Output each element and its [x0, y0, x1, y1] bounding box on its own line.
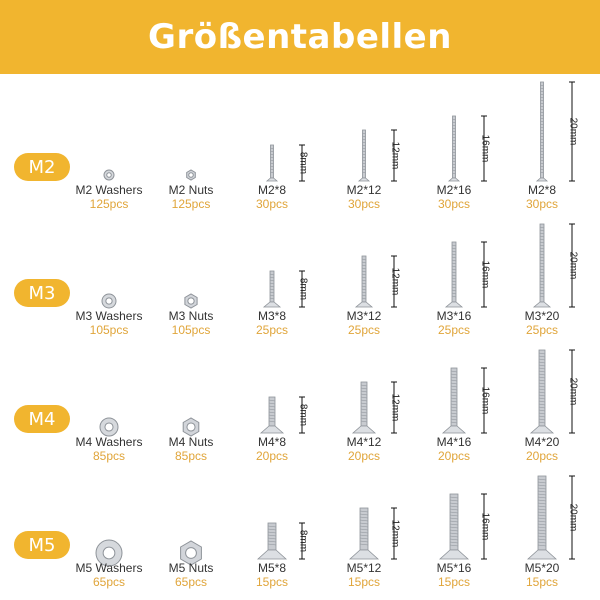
screw-count: 25pcs [255, 323, 289, 337]
dimension-label: 20mm [567, 117, 579, 146]
screw-label: M5*16 [436, 561, 472, 575]
countersunk-screw-icon [334, 128, 404, 184]
nut-label: M3 Nuts [168, 309, 214, 323]
dimension-label: 12mm [389, 393, 401, 422]
size-badge: M4 [14, 405, 70, 433]
nut-label: M4 Nuts [168, 435, 214, 449]
screw-count: 15pcs [347, 575, 381, 589]
screw-label: M2*8 [257, 183, 286, 197]
dimension-label: 16mm [479, 386, 491, 415]
countersunk-screw-icon [242, 395, 312, 436]
size-badge: M5 [14, 531, 70, 559]
countersunk-screw-icon [242, 521, 312, 562]
washer-icon [100, 292, 118, 310]
countersunk-screw-icon [424, 492, 494, 562]
screw-count: 25pcs [347, 323, 381, 337]
screw-count: 15pcs [255, 575, 289, 589]
dimension-label: 16mm [479, 512, 491, 541]
page-title: Größentabellen [148, 17, 452, 57]
screw-count: 25pcs [525, 323, 559, 337]
countersunk-screw-icon [512, 348, 582, 436]
screw-count: 15pcs [437, 575, 471, 589]
screw-label: M4*8 [257, 435, 286, 449]
washer-count: 125pcs [89, 197, 129, 211]
hex-nut-icon [182, 292, 200, 310]
screw-label: M3*20 [524, 309, 560, 323]
screw-label: M3*12 [346, 309, 382, 323]
nut-count: 65pcs [174, 575, 208, 589]
washer-label: M3 Washers [75, 309, 143, 323]
screw-label: M5*8 [257, 561, 286, 575]
screw-caption [487, 435, 597, 463]
screw-label: M5*20 [524, 561, 560, 575]
screw-caption [487, 309, 597, 337]
screw-count: 20pcs [525, 449, 559, 463]
screw-count: 20pcs [347, 449, 381, 463]
hex-nut-icon [184, 168, 198, 182]
washer-label: M5 Washers [75, 561, 143, 575]
countersunk-screw-icon [424, 366, 494, 436]
nut-count: 125pcs [171, 197, 211, 211]
countersunk-screw-icon [334, 254, 404, 310]
screw-count: 25pcs [437, 323, 471, 337]
screw-label: M4*16 [436, 435, 472, 449]
size-badge: M3 [14, 279, 70, 307]
dimension-label: 8mm [297, 529, 309, 553]
countersunk-screw-icon [424, 240, 494, 310]
screw-count: 30pcs [255, 197, 289, 211]
countersunk-screw-icon [512, 222, 582, 310]
countersunk-screw-icon [334, 380, 404, 436]
dimension-label: 12mm [389, 141, 401, 170]
screw-count: 15pcs [525, 575, 559, 589]
screw-count: 20pcs [255, 449, 289, 463]
screw-caption [487, 561, 597, 589]
header-banner [0, 0, 600, 74]
washer-count: 105pcs [89, 323, 129, 337]
screw-label: M4*12 [346, 435, 382, 449]
nut-count: 105pcs [171, 323, 211, 337]
screw-count: 20pcs [437, 449, 471, 463]
nut-label: M5 Nuts [168, 561, 214, 575]
dimension-label: 8mm [297, 403, 309, 427]
dimension-label: 8mm [297, 151, 309, 175]
screw-count: 30pcs [437, 197, 471, 211]
countersunk-screw-icon [512, 474, 582, 562]
dimension-label: 12mm [389, 267, 401, 296]
size-badge: M2 [14, 153, 70, 181]
nut-label: M2 Nuts [168, 183, 214, 197]
dimension-label: 8mm [297, 277, 309, 301]
screw-label: M2*8 [527, 183, 556, 197]
dimension-label: 16mm [479, 260, 491, 289]
dimension-label: 20mm [567, 503, 579, 532]
countersunk-screw-icon [242, 269, 312, 310]
dimension-label: 16mm [479, 134, 491, 163]
screw-caption [487, 183, 597, 211]
nut-count: 85pcs [174, 449, 208, 463]
countersunk-screw-icon [242, 143, 312, 184]
screw-label: M2*12 [346, 183, 382, 197]
washer-icon [102, 168, 116, 182]
screw-label: M5*12 [346, 561, 382, 575]
washer-label: M2 Washers [75, 183, 143, 197]
countersunk-screw-icon [424, 114, 494, 184]
screw-label: M3*8 [257, 309, 286, 323]
dimension-label: 20mm [567, 377, 579, 406]
countersunk-screw-icon [512, 80, 582, 184]
screw-label: M2*16 [436, 183, 472, 197]
countersunk-screw-icon [334, 506, 404, 562]
screw-label: M3*16 [436, 309, 472, 323]
dimension-label: 20mm [567, 251, 579, 280]
screw-label: M4*20 [524, 435, 560, 449]
washer-count: 65pcs [92, 575, 126, 589]
washer-label: M4 Washers [75, 435, 143, 449]
dimension-label: 12mm [389, 519, 401, 548]
washer-count: 85pcs [92, 449, 126, 463]
screw-count: 30pcs [347, 197, 381, 211]
screw-count: 30pcs [525, 197, 559, 211]
